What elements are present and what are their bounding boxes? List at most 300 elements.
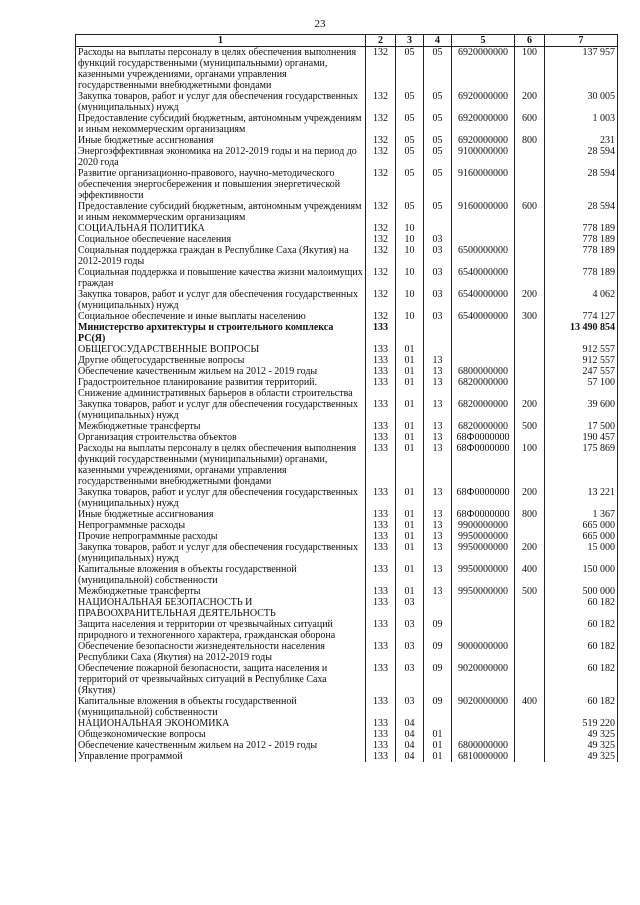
row-name: Предоставление субсидий бюджетным, автономным учреждениям и иным некоммерческим организациям [76, 201, 366, 223]
row-name: Социальное обеспечение населения [76, 234, 366, 245]
row-name: Защита населения и территории от чрезвычайных ситуаций природного и техногенного характера, гражданская оборона [76, 619, 366, 641]
row-name: Организация строительства объектов [76, 432, 366, 443]
row-expense-type [515, 729, 545, 740]
row-subsection [424, 597, 452, 619]
row-admin-code: 133 [366, 740, 396, 751]
row-target-article [452, 344, 515, 355]
table-row [76, 377, 618, 399]
row-section: 10 [396, 234, 424, 245]
row-subsection: 05 [424, 168, 452, 201]
row-amount: 28 594 [545, 146, 618, 168]
table-row [76, 509, 618, 520]
table-row [76, 91, 618, 113]
row-expense-type: 200 [515, 542, 545, 564]
budget-table [75, 34, 618, 762]
header-col-2: 2 [366, 35, 396, 47]
row-subsection: 01 [424, 729, 452, 740]
row-expense-type [515, 619, 545, 641]
row-subsection: 13 [424, 531, 452, 542]
row-section: 03 [396, 619, 424, 641]
row-section: 01 [396, 366, 424, 377]
table-row [76, 751, 618, 762]
row-expense-type: 800 [515, 135, 545, 146]
row-amount: 39 600 [545, 399, 618, 421]
row-expense-type: 600 [515, 113, 545, 135]
row-section: 01 [396, 586, 424, 597]
table-row [76, 542, 618, 564]
row-expense-type [515, 267, 545, 289]
row-admin-code: 133 [366, 344, 396, 355]
row-name: Межбюджетные трансферты [76, 421, 366, 432]
row-section: 01 [396, 355, 424, 366]
row-admin-code: 133 [366, 509, 396, 520]
row-amount: 4 062 [545, 289, 618, 311]
row-expense-type [515, 718, 545, 729]
row-target-article: 9160000000 [452, 201, 515, 223]
row-section: 01 [396, 421, 424, 432]
row-name: Непрограммные расходы [76, 520, 366, 531]
table-row [76, 740, 618, 751]
row-subsection: 13 [424, 564, 452, 586]
row-subsection: 09 [424, 641, 452, 663]
row-section: 04 [396, 751, 424, 762]
row-target-article: 6540000000 [452, 267, 515, 289]
row-section: 01 [396, 520, 424, 531]
row-expense-type [515, 322, 545, 344]
row-section: 01 [396, 487, 424, 509]
table-body [76, 47, 618, 763]
row-expense-type [515, 245, 545, 267]
row-expense-type: 200 [515, 399, 545, 421]
row-section: 10 [396, 245, 424, 267]
row-target-article: 6540000000 [452, 311, 515, 322]
row-expense-type: 800 [515, 509, 545, 520]
row-amount: 190 457 [545, 432, 618, 443]
row-subsection [424, 223, 452, 234]
row-amount: 774 127 [545, 311, 618, 322]
row-section: 05 [396, 135, 424, 146]
row-amount: 13 490 854 [545, 322, 618, 344]
row-expense-type: 400 [515, 696, 545, 718]
row-admin-code: 133 [366, 366, 396, 377]
table-row [76, 146, 618, 168]
row-expense-type [515, 234, 545, 245]
row-admin-code: 133 [366, 399, 396, 421]
table-row [76, 531, 618, 542]
row-subsection: 05 [424, 47, 452, 92]
row-target-article: 6820000000 [452, 421, 515, 432]
row-expense-type [515, 641, 545, 663]
row-amount: 137 957 [545, 47, 618, 92]
row-section: 01 [396, 344, 424, 355]
table-header-row [76, 35, 618, 47]
row-section: 10 [396, 289, 424, 311]
header-col-6: 6 [515, 35, 545, 47]
row-name: Обеспечение качественным жильем на 2012 - 2019 годы [76, 740, 366, 751]
row-amount: 500 000 [545, 586, 618, 597]
row-name: Межбюджетные трансферты [76, 586, 366, 597]
row-target-article [452, 234, 515, 245]
table-row [76, 289, 618, 311]
table-row [76, 168, 618, 201]
row-target-article: 6920000000 [452, 135, 515, 146]
row-expense-type: 300 [515, 311, 545, 322]
row-section: 05 [396, 47, 424, 92]
row-admin-code: 133 [366, 322, 396, 344]
row-name: Министерство архитектуры и строительного комплекса РС(Я) [76, 322, 366, 344]
row-subsection [424, 322, 452, 344]
table-row [76, 223, 618, 234]
row-name: Социальное обеспечение и иные выплаты населению [76, 311, 366, 322]
row-expense-type [515, 740, 545, 751]
row-admin-code: 133 [366, 487, 396, 509]
row-name: Обеспечение качественным жильем на 2012 - 2019 годы [76, 366, 366, 377]
row-name: Иные бюджетные ассигнования [76, 509, 366, 520]
row-amount: 912 557 [545, 355, 618, 366]
row-target-article [452, 223, 515, 234]
row-subsection: 13 [424, 377, 452, 399]
row-expense-type: 500 [515, 586, 545, 597]
row-target-article: 9950000000 [452, 531, 515, 542]
row-section: 01 [396, 542, 424, 564]
row-target-article: 68Ф0000000 [452, 432, 515, 443]
row-admin-code: 133 [366, 564, 396, 586]
row-target-article: 6540000000 [452, 289, 515, 311]
row-subsection: 13 [424, 586, 452, 597]
row-admin-code: 132 [366, 201, 396, 223]
row-amount: 60 182 [545, 619, 618, 641]
row-target-article [452, 597, 515, 619]
row-section: 05 [396, 146, 424, 168]
row-subsection: 13 [424, 399, 452, 421]
row-subsection: 01 [424, 740, 452, 751]
row-expense-type [515, 597, 545, 619]
row-section: 04 [396, 740, 424, 751]
table-row [76, 322, 618, 344]
row-name: Управление программой [76, 751, 366, 762]
header-col-1: 1 [76, 35, 366, 47]
row-subsection: 03 [424, 289, 452, 311]
row-section: 04 [396, 718, 424, 729]
row-section: 05 [396, 201, 424, 223]
row-name: Другие общегосударственные вопросы [76, 355, 366, 366]
table-row [76, 619, 618, 641]
row-expense-type [515, 366, 545, 377]
row-expense-type [515, 377, 545, 399]
row-admin-code: 133 [366, 520, 396, 531]
row-target-article: 6820000000 [452, 399, 515, 421]
row-amount: 912 557 [545, 344, 618, 355]
row-admin-code: 132 [366, 267, 396, 289]
row-expense-type: 600 [515, 201, 545, 223]
row-subsection: 05 [424, 201, 452, 223]
row-target-article: 9950000000 [452, 564, 515, 586]
row-target-article: 9020000000 [452, 663, 515, 696]
row-target-article [452, 718, 515, 729]
row-subsection [424, 718, 452, 729]
row-amount: 778 189 [545, 234, 618, 245]
row-amount: 1 003 [545, 113, 618, 135]
row-subsection: 13 [424, 443, 452, 487]
row-admin-code: 132 [366, 113, 396, 135]
row-target-article: 6500000000 [452, 245, 515, 267]
row-subsection: 05 [424, 146, 452, 168]
row-admin-code: 133 [366, 619, 396, 641]
table-row [76, 564, 618, 586]
row-admin-code: 133 [366, 432, 396, 443]
row-name: Капитальные вложения в объекты государственной (муниципальной) собственности [76, 564, 366, 586]
row-target-article: 6820000000 [452, 377, 515, 399]
row-amount: 665 000 [545, 531, 618, 542]
row-subsection: 05 [424, 113, 452, 135]
table-row [76, 344, 618, 355]
row-expense-type: 200 [515, 289, 545, 311]
row-amount: 60 182 [545, 696, 618, 718]
row-expense-type [515, 531, 545, 542]
row-target-article: 6810000000 [452, 751, 515, 762]
row-subsection: 13 [424, 509, 452, 520]
table-row [76, 586, 618, 597]
row-name: СОЦИАЛЬНАЯ ПОЛИТИКА [76, 223, 366, 234]
row-name: НАЦИОНАЛЬНАЯ ЭКОНОМИКА [76, 718, 366, 729]
row-name: Обеспечение безопасности жизнедеятельности населения Республики Саха (Якутия) на 2012-2019 годы [76, 641, 366, 663]
row-name: НАЦИОНАЛЬНАЯ БЕЗОПАСНОСТЬ И ПРАВООХРАНИТЕЛЬНАЯ ДЕЯТЕЛЬНОСТЬ [76, 597, 366, 619]
row-name: Прочие непрограммные расходы [76, 531, 366, 542]
row-admin-code: 133 [366, 443, 396, 487]
row-subsection: 03 [424, 245, 452, 267]
row-amount: 778 189 [545, 245, 618, 267]
row-expense-type: 100 [515, 47, 545, 92]
row-amount: 15 000 [545, 542, 618, 564]
row-name: Иные бюджетные ассигнования [76, 135, 366, 146]
row-admin-code: 133 [366, 542, 396, 564]
row-amount: 28 594 [545, 168, 618, 201]
row-name: Закупка товаров, работ и услуг для обеспечения государственных (муниципальных) нужд [76, 542, 366, 564]
row-admin-code: 133 [366, 421, 396, 432]
row-target-article [452, 355, 515, 366]
row-name: Развитие организационно-правового, научно-методического обеспечения энергосбережения и повышения энергетической эффективности [76, 168, 366, 201]
row-expense-type [515, 751, 545, 762]
row-expense-type: 500 [515, 421, 545, 432]
table-row [76, 245, 618, 267]
header-col-5: 5 [452, 35, 515, 47]
row-name: Расходы на выплаты персоналу в целях обеспечения выполнения функций государственными (муниципальными) органами, казенными учреждениями, органами управления государственными внебюджетными фондами [76, 443, 366, 487]
row-admin-code: 133 [366, 729, 396, 740]
row-section: 05 [396, 168, 424, 201]
row-amount: 60 182 [545, 663, 618, 696]
row-amount: 13 221 [545, 487, 618, 509]
row-admin-code: 133 [366, 663, 396, 696]
table-row [76, 135, 618, 146]
row-expense-type [515, 223, 545, 234]
row-expense-type: 400 [515, 564, 545, 586]
row-expense-type [515, 146, 545, 168]
row-target-article: 6920000000 [452, 113, 515, 135]
row-target-article: 9000000000 [452, 641, 515, 663]
row-admin-code: 132 [366, 135, 396, 146]
row-admin-code: 132 [366, 245, 396, 267]
row-name: Энергоэффективная экономика на 2012-2019 годы и на период до 2020 года [76, 146, 366, 168]
row-admin-code: 133 [366, 718, 396, 729]
row-target-article: 6920000000 [452, 47, 515, 92]
row-name: Социальная поддержка и повышение качества жизни малоимущих граждан [76, 267, 366, 289]
row-amount: 28 594 [545, 201, 618, 223]
table-row [76, 399, 618, 421]
row-name: ОБЩЕГОСУДАРСТВЕННЫЕ ВОПРОСЫ [76, 344, 366, 355]
row-amount: 49 325 [545, 740, 618, 751]
row-name: Закупка товаров, работ и услуг для обеспечения государственных (муниципальных) нужд [76, 289, 366, 311]
row-section: 03 [396, 641, 424, 663]
row-name: Закупка товаров, работ и услуг для обеспечения государственных (муниципальных) нужд [76, 487, 366, 509]
row-target-article: 68Ф0000000 [452, 443, 515, 487]
row-name: Капитальные вложения в объекты государственной (муниципальной) собственности [76, 696, 366, 718]
row-section: 10 [396, 223, 424, 234]
row-section: 03 [396, 597, 424, 619]
table-row [76, 201, 618, 223]
row-target-article: 6800000000 [452, 366, 515, 377]
row-expense-type [515, 355, 545, 366]
row-amount: 49 325 [545, 729, 618, 740]
row-subsection: 13 [424, 355, 452, 366]
row-name: Предоставление субсидий бюджетным, автономным учреждениям и иным некоммерческим организациям [76, 113, 366, 135]
table-row [76, 718, 618, 729]
row-amount: 665 000 [545, 520, 618, 531]
row-subsection: 03 [424, 311, 452, 322]
row-section: 04 [396, 729, 424, 740]
row-subsection: 01 [424, 751, 452, 762]
row-expense-type: 100 [515, 443, 545, 487]
row-admin-code: 133 [366, 355, 396, 366]
row-target-article [452, 322, 515, 344]
row-expense-type [515, 432, 545, 443]
row-section: 01 [396, 377, 424, 399]
row-subsection [424, 344, 452, 355]
header-col-7: 7 [545, 35, 618, 47]
row-target-article [452, 729, 515, 740]
row-subsection: 09 [424, 619, 452, 641]
table-row [76, 421, 618, 432]
row-section: 01 [396, 509, 424, 520]
row-target-article: 9160000000 [452, 168, 515, 201]
row-subsection: 13 [424, 520, 452, 531]
row-subsection: 13 [424, 421, 452, 432]
row-target-article: 9950000000 [452, 542, 515, 564]
row-subsection: 13 [424, 542, 452, 564]
row-amount: 150 000 [545, 564, 618, 586]
row-admin-code: 132 [366, 289, 396, 311]
row-target-article: 9950000000 [452, 586, 515, 597]
row-subsection: 03 [424, 267, 452, 289]
row-section [396, 322, 424, 344]
row-admin-code: 132 [366, 168, 396, 201]
row-amount: 231 [545, 135, 618, 146]
row-admin-code: 133 [366, 586, 396, 597]
row-expense-type: 200 [515, 487, 545, 509]
row-admin-code: 132 [366, 311, 396, 322]
row-amount: 60 182 [545, 641, 618, 663]
row-expense-type: 200 [515, 91, 545, 113]
row-amount: 778 189 [545, 267, 618, 289]
table-row [76, 641, 618, 663]
row-subsection: 09 [424, 663, 452, 696]
row-section: 01 [396, 531, 424, 542]
header-col-3: 3 [396, 35, 424, 47]
row-subsection: 13 [424, 432, 452, 443]
row-amount: 57 100 [545, 377, 618, 399]
row-subsection: 03 [424, 234, 452, 245]
row-section: 03 [396, 696, 424, 718]
row-section: 10 [396, 267, 424, 289]
row-name: Расходы на выплаты персоналу в целях обеспечения выполнения функций государственными (муниципальными) органами, казенными учреждениями, органами управления государственными внебюджетными фондами [76, 47, 366, 92]
table-row [76, 520, 618, 531]
row-amount: 60 182 [545, 597, 618, 619]
row-amount: 49 325 [545, 751, 618, 762]
row-target-article: 6800000000 [452, 740, 515, 751]
row-name: Закупка товаров, работ и услуг для обеспечения государственных (муниципальных) нужд [76, 91, 366, 113]
row-admin-code: 132 [366, 223, 396, 234]
row-subsection: 13 [424, 487, 452, 509]
row-section: 01 [396, 399, 424, 421]
row-target-article: 6920000000 [452, 91, 515, 113]
row-amount: 519 220 [545, 718, 618, 729]
row-subsection: 13 [424, 366, 452, 377]
table-row [76, 234, 618, 245]
row-subsection: 05 [424, 135, 452, 146]
row-admin-code: 132 [366, 91, 396, 113]
row-section: 10 [396, 311, 424, 322]
row-target-article [452, 619, 515, 641]
row-expense-type [515, 520, 545, 531]
table-row [76, 47, 618, 92]
row-section: 03 [396, 663, 424, 696]
row-admin-code: 133 [366, 751, 396, 762]
table-row [76, 696, 618, 718]
row-amount: 778 189 [545, 223, 618, 234]
row-admin-code: 132 [366, 146, 396, 168]
row-target-article: 9100000000 [452, 146, 515, 168]
row-target-article: 9900000000 [452, 520, 515, 531]
row-admin-code: 132 [366, 47, 396, 92]
row-admin-code: 133 [366, 597, 396, 619]
row-section: 01 [396, 564, 424, 586]
table-row [76, 267, 618, 289]
row-admin-code: 133 [366, 377, 396, 399]
row-name: Закупка товаров, работ и услуг для обеспечения государственных (муниципальных) нужд [76, 399, 366, 421]
table-row [76, 443, 618, 487]
row-amount: 247 557 [545, 366, 618, 377]
row-name: Обеспечение пожарной безопасности, защита населения и территорий от чрезвычайных ситуаций в Республике Саха (Якутия) [76, 663, 366, 696]
table-row [76, 113, 618, 135]
row-expense-type [515, 168, 545, 201]
table-row [76, 311, 618, 322]
row-subsection: 09 [424, 696, 452, 718]
table-row [76, 597, 618, 619]
row-name: Градостроительное планирование развития территорий. Снижение административных барьеров в области строительства [76, 377, 366, 399]
row-expense-type [515, 344, 545, 355]
table-row [76, 663, 618, 696]
row-amount: 30 005 [545, 91, 618, 113]
row-expense-type [515, 663, 545, 696]
row-admin-code: 133 [366, 641, 396, 663]
row-section: 05 [396, 113, 424, 135]
table-row [76, 432, 618, 443]
row-subsection: 05 [424, 91, 452, 113]
row-target-article: 68Ф0000000 [452, 487, 515, 509]
row-name: Социальная поддержка граждан в Республике Саха (Якутия) на 2012-2019 годы [76, 245, 366, 267]
table-row [76, 487, 618, 509]
row-name: Общеэкономические вопросы [76, 729, 366, 740]
page-number: 23 [314, 18, 326, 30]
